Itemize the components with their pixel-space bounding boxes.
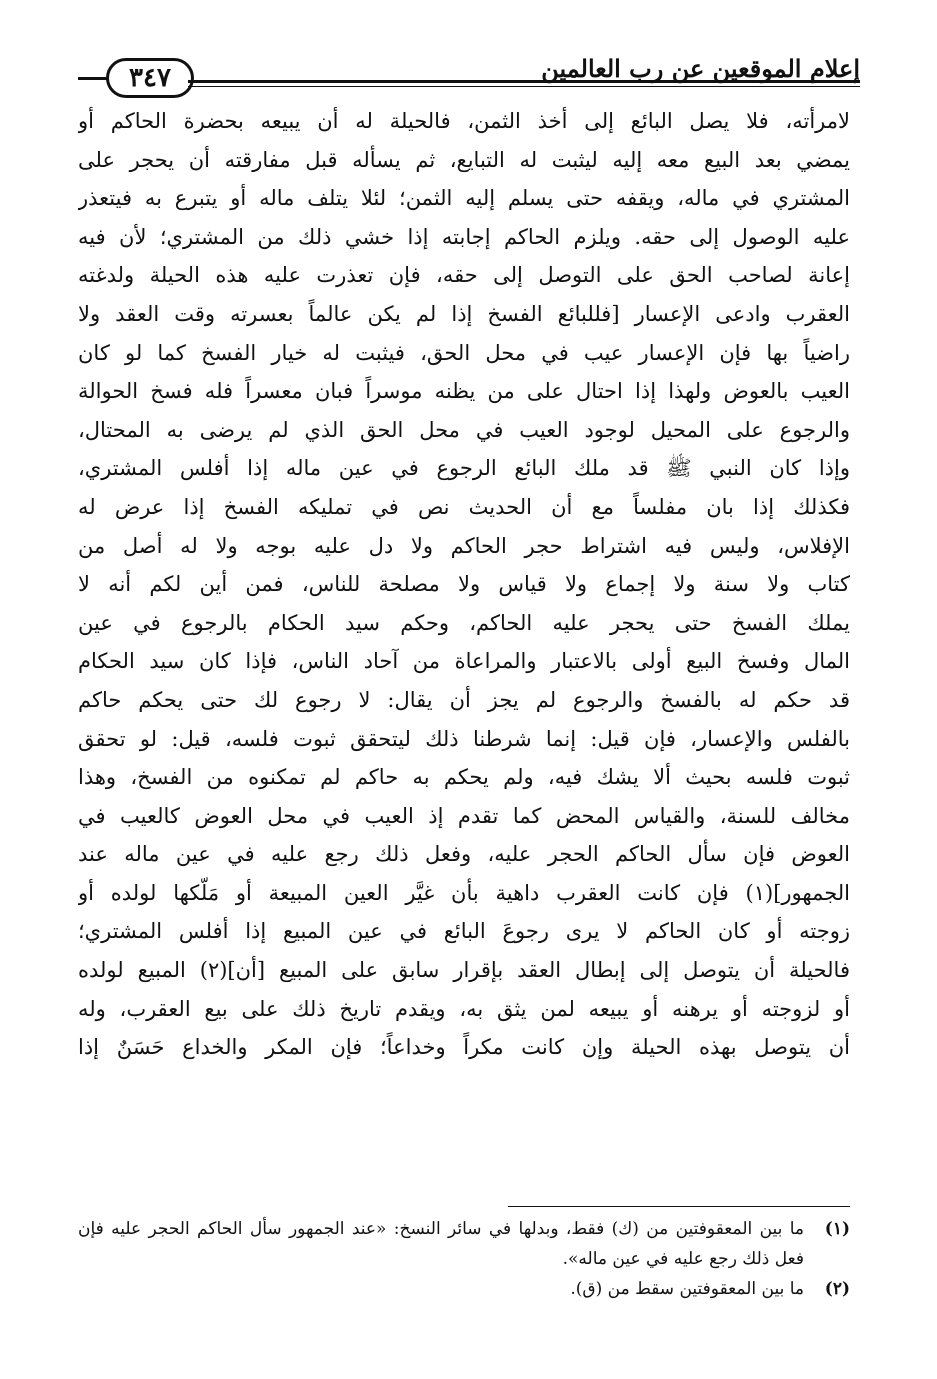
footnotes	[78, 1214, 850, 1304]
footnote	[78, 1274, 850, 1304]
main-text	[78, 102, 850, 1067]
footnote-number: (٢)	[824, 1279, 850, 1299]
text-line: العوض فإن سأل الحاكم الحجر عليه، وفعل ذلك رجع عليه في عين ماله عند	[78, 842, 850, 867]
text-line: إعانة لصاحب الحق على التوصل إلى حقه، فإن تعذرت عليه هذه الحيلة ولدغته	[78, 263, 850, 288]
text-line: راضياً بها فإن الإعسار عيب في محل الحق، فيثبت له خيار الفسخ كما لو كان	[78, 340, 850, 365]
text-line: زوجته أو كان الحاكم لا يرى رجوعَ البائع في عين المبيع إذا أفلس المشتري؛	[78, 919, 850, 944]
text-line: مخالف للسنة، والقياس المحض كما تقدم إذ العيب في محل العوض كالعيب في	[78, 803, 850, 828]
text-line: العقرب وادعى الإعسار [فللبائع الفسخ إذا لم يكن عالماً بعسرته وقت العقد ولا	[78, 301, 850, 326]
header-rule-thin	[188, 86, 860, 87]
text-line: أن يتوصل بهذه الحيلة وإن كانت مكراً وخداعاً؛ فإن المكر والخداع حَسَنٌ إذا	[78, 1035, 850, 1060]
text-line: قد حكم له بالفسخ والرجوع لم يجز أن يقال: لا رجوع لك حتى يحكم حاكم	[78, 687, 850, 712]
running-title: إعلام الموقعين عن رب العالمين	[541, 54, 860, 83]
text-line: الإفلاس، وليس فيه اشتراط حجر الحاكم ولا دل عليه بوجه ولا له أصل من	[78, 533, 850, 558]
text-line: العيب بالعوض ولهذا إذا احتال على من يظنه موسراً فبان معسراً فله فسخ الحوالة	[78, 379, 850, 404]
text-line: فكذلك إذا بان مفلساً مع أن الحديث نص في تمليكه الفسخ إذا عرض له	[78, 494, 850, 519]
text-line: يملك الفسخ حتى يحجر عليه الحاكم، وحكم سيد الحكام بالرجوع في عين	[78, 610, 850, 635]
text-line: المال وفسخ البيع أولى بالاعتبار والمراعاة من آحاد الناس، فإذا كان سيد الحكام	[78, 649, 850, 674]
text-line: فالحيلة أن يتوصل إلى إبطال العقد بإقرار سابق على المبيع [أن](٢) المبيع لولده	[78, 958, 850, 983]
text-line: كتاب ولا سنة ولا إجماع ولا قياس ولا مصلحة للناس، فمن أين لكم أنه لا	[78, 572, 850, 597]
page-number-badge	[106, 58, 194, 98]
header-rule-left	[78, 77, 108, 80]
footnote-text: ما بين المعقوفتين من (ك) فقط، وبدلها في سائر النسخ: «عند الجمهور سأل الحاكم الحجر عليه فإن فعل ذلك رجع عليه في عين ماله».	[78, 1219, 804, 1269]
text-line: أو لزوجته أو يرهنه أو يبيعه لمن يثق به، ويقدم تاريخ ذلك على بيع العقرب، وله	[78, 996, 850, 1021]
page-number: ٣٤٧	[129, 63, 171, 93]
text-line: المشتري في ماله، ويقفه حتى يسلم إليه الثمن؛ لئلا يتلف ماله أو يتبرع به فيتعذر	[78, 186, 850, 211]
text-line: والرجوع على المحيل لوجود العيب في محل الحق الذي لم يرضى به المحتال،	[78, 417, 850, 442]
text-line: يمضي بعد البيع معه إليه ليثبت له التبايع، ثم يسأله قبل مفارقته أن يحجر على	[78, 147, 850, 172]
footnote	[78, 1214, 850, 1274]
text-line: لامرأته، فلا يصل البائع إلى أخذ الثمن، فالحيلة له أن يبيعه بحضرة الحاكم أو	[78, 109, 850, 133]
text-line: بالفلس والإعسار، فإن قيل: إنما شرطنا ذلك ليتحقق ثبوت فلسه، قيل: لو تحقق	[78, 726, 850, 751]
text-line: عليه الوصول إلى حقه. ويلزم الحاكم إجابته إذا خشي ذلك من المشتري؛ لأن فيه	[78, 224, 850, 249]
text-line: ثبوت فلسه بحيث ألا يشك فيه، ولم يحكم به حاكم لم تمكنوه من الفسخ، وهذا	[78, 765, 850, 790]
footnote-number: (١)	[824, 1219, 850, 1239]
text-line: الجمهور](١) فإن كانت العقرب داهية بأن غيَّر العين المبيعة أو مَلّكها لولده أو	[78, 880, 850, 905]
page-header	[78, 40, 860, 100]
text-line: وإذا كان النبي ﷺ قد ملك البائع الرجوع في عين ماله إذا أفلس المشتري،	[78, 456, 850, 481]
footnote-text: ما بين المعقوفتين سقط من (ق).	[570, 1279, 804, 1299]
footnote-separator	[508, 1206, 850, 1207]
